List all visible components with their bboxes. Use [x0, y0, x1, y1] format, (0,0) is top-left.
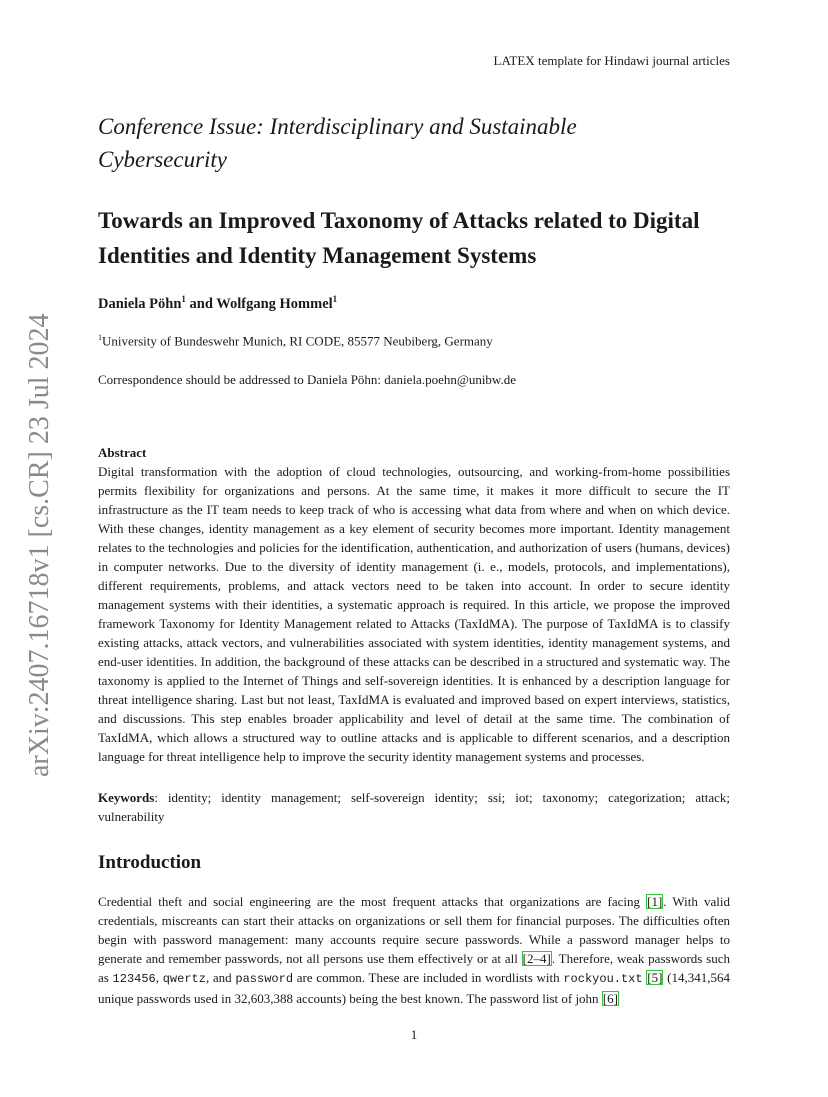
- abstract-heading: Abstract: [98, 445, 147, 460]
- affiliation-text: University of Bundeswehr Munich, RI CODE, 85577 Neubiberg, Germany: [102, 333, 493, 349]
- citation-link[interactable]: [2–4]: [522, 951, 551, 966]
- introduction-paragraph: [98, 892, 730, 1008]
- author-name: Wolfgang Hommel: [216, 295, 333, 312]
- author-separator: and: [185, 295, 217, 312]
- code-password: 123456: [112, 972, 156, 986]
- running-header: [494, 53, 730, 69]
- arxiv-identifier[interactable]: arXiv:2407.16718v1 [cs.CR] 23 Jul 2024: [24, 313, 55, 777]
- intro-text: Credential theft and social engineering are the most frequent attacks that organizations are facing: [98, 894, 647, 909]
- citation-link[interactable]: [1]: [647, 894, 663, 909]
- abstract-text: Digital transformation with the adoption of cloud technologies, outsourcing, and working-from-home possibilities permits flexibility for organizations and persons. At the same time, it makes it more difficult to secure the IT infrastructure as the IT team needs to keep track of who is accessing what data from where and when on which device. With these changes, identity management as a key element of security becomes more important. Identity management relates to the technologies and policies for the identification, authentication, and authorization of users (humans, devices) in computer networks. Due to the diversity of identity management (i. e., models, protocols, and implementations), different requirements, problems, and attack vectors need to be taken into account. In order to secure identity management systems with their identities, a systematic approach is required. In this article, we propose the improved framework Taxonomy for Identity Management related to Attacks (TaxIdMA). The purpose of TaxIdMA is to classify existing attacks, attack vectors, and vulnerabilities associated with system identities, identity management systems, and end-user identities. In addition, the background of these attacks can be described in a structured and systematic way. The taxonomy is applied to the Internet of Things and self-sovereign identities. It is enhanced by a description language for threat intelligence sharing. Last but not least, TaxIdMA is evaluated and improved based on expert interviews, statistics, and discussions. This step enables broader applicability and level of detail at the same time. The combination of TaxIdMA, which allows a structured way to outline attacks and is applicable to different scenarios, and a description language for threat intelligence help to improve the security identity management systems and processes.: [98, 464, 730, 764]
- affiliation-number: 1: [98, 333, 102, 342]
- latex-logo: LATEX: [493, 53, 535, 68]
- keywords-label: Keywords: [98, 790, 155, 805]
- affiliation: [98, 333, 493, 349]
- author-name: Daniela Pöhn: [98, 295, 182, 312]
- intro-text: , and: [205, 970, 236, 985]
- intro-text: (14,341,564 unique passwords used in 32,603,388 accounts) being the best known. The password list of john: [98, 970, 731, 1006]
- keywords: [98, 788, 730, 826]
- code-password: qwertz: [162, 972, 206, 986]
- affiliation-marker: 1: [181, 294, 186, 304]
- author-list: [98, 294, 337, 313]
- intro-text: ,: [155, 970, 163, 985]
- affiliation-marker: 1: [332, 294, 338, 304]
- keywords-text: : identity; identity management; self-sovereign identity; ssi; iot; taxonomy; categorization; attack; vulnerability: [98, 790, 730, 824]
- intro-text: are common. These are included in wordlists with: [293, 970, 564, 985]
- section-heading-introduction: Introduction: [98, 852, 202, 873]
- correspondence: Correspondence should be addressed to Daniela Pöhn: daniela.poehn@unibw.de: [98, 372, 516, 387]
- code-filename: rockyou.txt: [563, 972, 643, 986]
- conference-issue: Conference Issue: Interdisciplinary and Sustainable Cybersecurity: [98, 114, 577, 172]
- page-number: 1: [410, 1027, 418, 1042]
- citation-link[interactable]: [5]: [647, 970, 663, 985]
- abstract: [98, 443, 730, 766]
- intro-text: . Therefore, weak passwords such as: [98, 951, 730, 985]
- running-header-text: template for Hindawi journal articles: [534, 53, 730, 68]
- code-password: password: [235, 972, 294, 986]
- citation-link[interactable]: [6]: [602, 991, 618, 1006]
- intro-text: . With valid credentials, miscreants can start their attacks on organizations or sell them for financial purposes. The difficulties often begin with password management: many accounts require secure passwords. While a password manager helps to generate and remember passwords, not all persons use them effectively or at all: [98, 894, 730, 966]
- paper-title: Towards an Improved Taxonomy of Attacks related to Digital Identities and Identity Management Systems: [98, 208, 700, 268]
